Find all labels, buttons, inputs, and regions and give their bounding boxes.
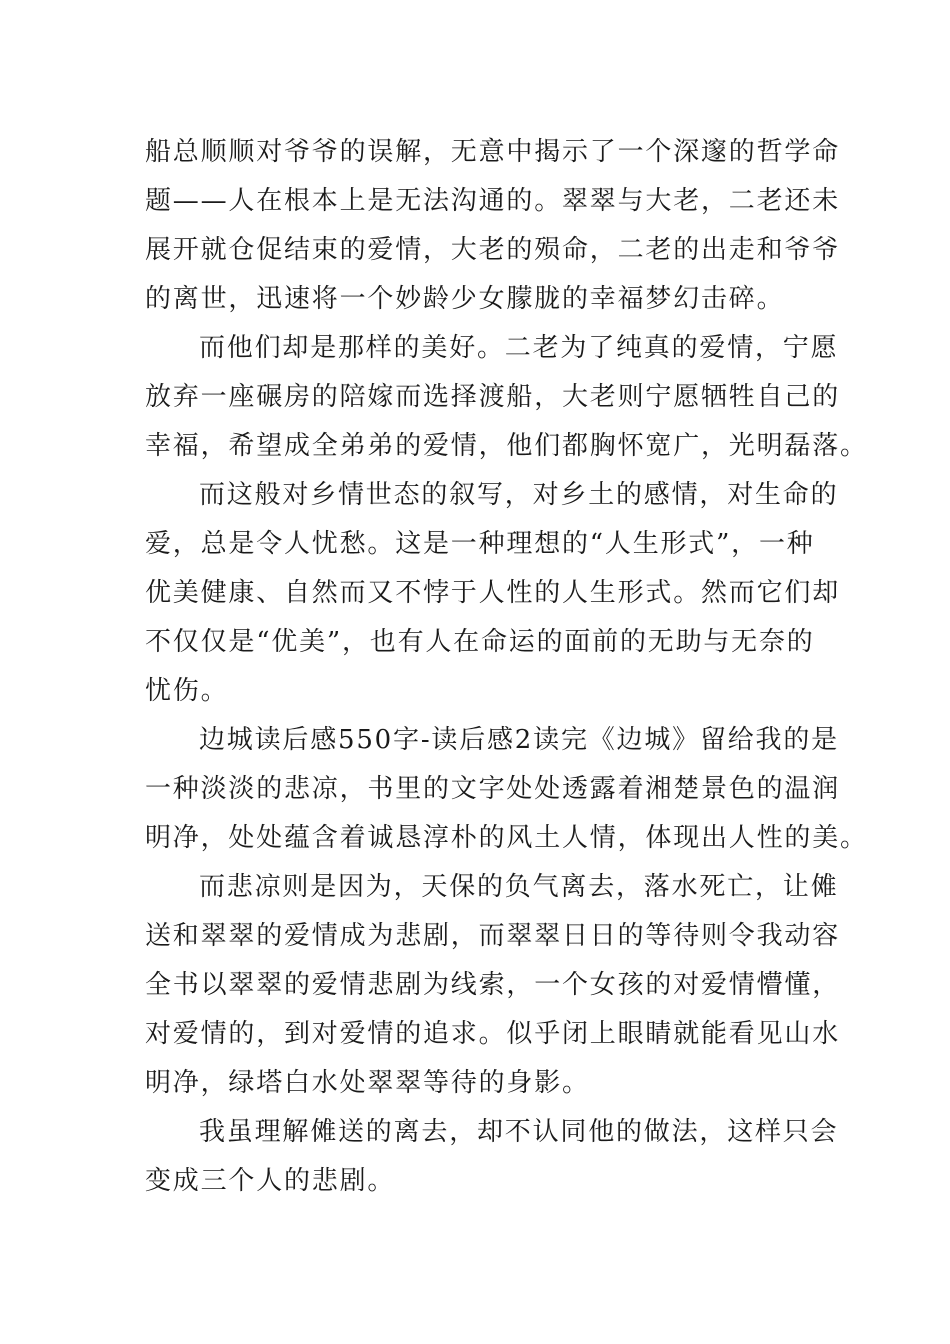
text-line: 船总顺顺对爷爷的误解，无意中揭示了一个深邃的哲学命 [145, 137, 841, 167]
text-line: 幸福，希望成全弟弟的爱情，他们都胸怀宽广，光明磊落。 [145, 431, 868, 461]
text-line: 我虽理解傩送的离去，却不认同他的做法，这样只会 [199, 1117, 839, 1147]
text-line: 不仅仅是“优美”，也有人在命运的面前的无助与无奈的 [145, 627, 815, 657]
paragraph [145, 1108, 839, 1206]
paragraph [145, 716, 868, 863]
text-line: 题——人在根本上是无法沟通的。翠翠与大老，二老还未 [145, 186, 841, 216]
text-line: 的离世，迅速将一个妙龄少女朦胧的幸福梦幻击碎。 [145, 284, 785, 314]
paragraph [145, 128, 841, 324]
paragraph [145, 863, 841, 1108]
text-line: 变成三个人的悲剧。 [145, 1166, 396, 1196]
text-line: 送和翠翠的爱情成为悲剧，而翠翠日日的等待则令我动容 [145, 921, 841, 951]
text-line: 对爱情的，到对爱情的追求。似乎闭上眼睛就能看见山水 [145, 1019, 841, 1049]
text-line: 边城读后感550字-读后感2读完《边城》留给我的是 [199, 725, 839, 755]
text-line: 明净，绿塔白水处翠翠等待的身影。 [145, 1068, 590, 1098]
text-line: 而这般对乡情世态的叙写，对乡土的感情，对生命的 [199, 480, 839, 510]
text-line: 而他们却是那样的美好。二老为了纯真的爱情，宁愿 [199, 333, 839, 363]
text-line: 一种淡淡的悲凉，书里的文字处处透露着湘楚景色的温润 [145, 774, 841, 804]
text-line: 忧伤。 [145, 676, 229, 706]
text-line: 优美健康、自然而又不悖于人性的人生形式。然而它们却 [145, 578, 841, 608]
text-line: 爱，总是令人忧愁。这是一种理想的“人生形式”，一种 [145, 529, 815, 559]
text-line: 放弃一座碾房的陪嫁而选择渡船，大老则宁愿牺牲自己的 [145, 382, 841, 412]
text-line: 全书以翠翠的爱情悲剧为线索，一个女孩的对爱情懵懂， [145, 970, 841, 1000]
text-line: 明净，处处蕴含着诚恳淳朴的风土人情，体现出人性的美。 [145, 823, 868, 853]
paragraph [145, 324, 868, 471]
paragraph [145, 471, 841, 716]
text-line: 展开就仓促结束的爱情，大老的殒命，二老的出走和爷爷 [145, 235, 841, 265]
text-line: 而悲凉则是因为，天保的负气离去，落水死亡，让傩 [199, 872, 839, 902]
